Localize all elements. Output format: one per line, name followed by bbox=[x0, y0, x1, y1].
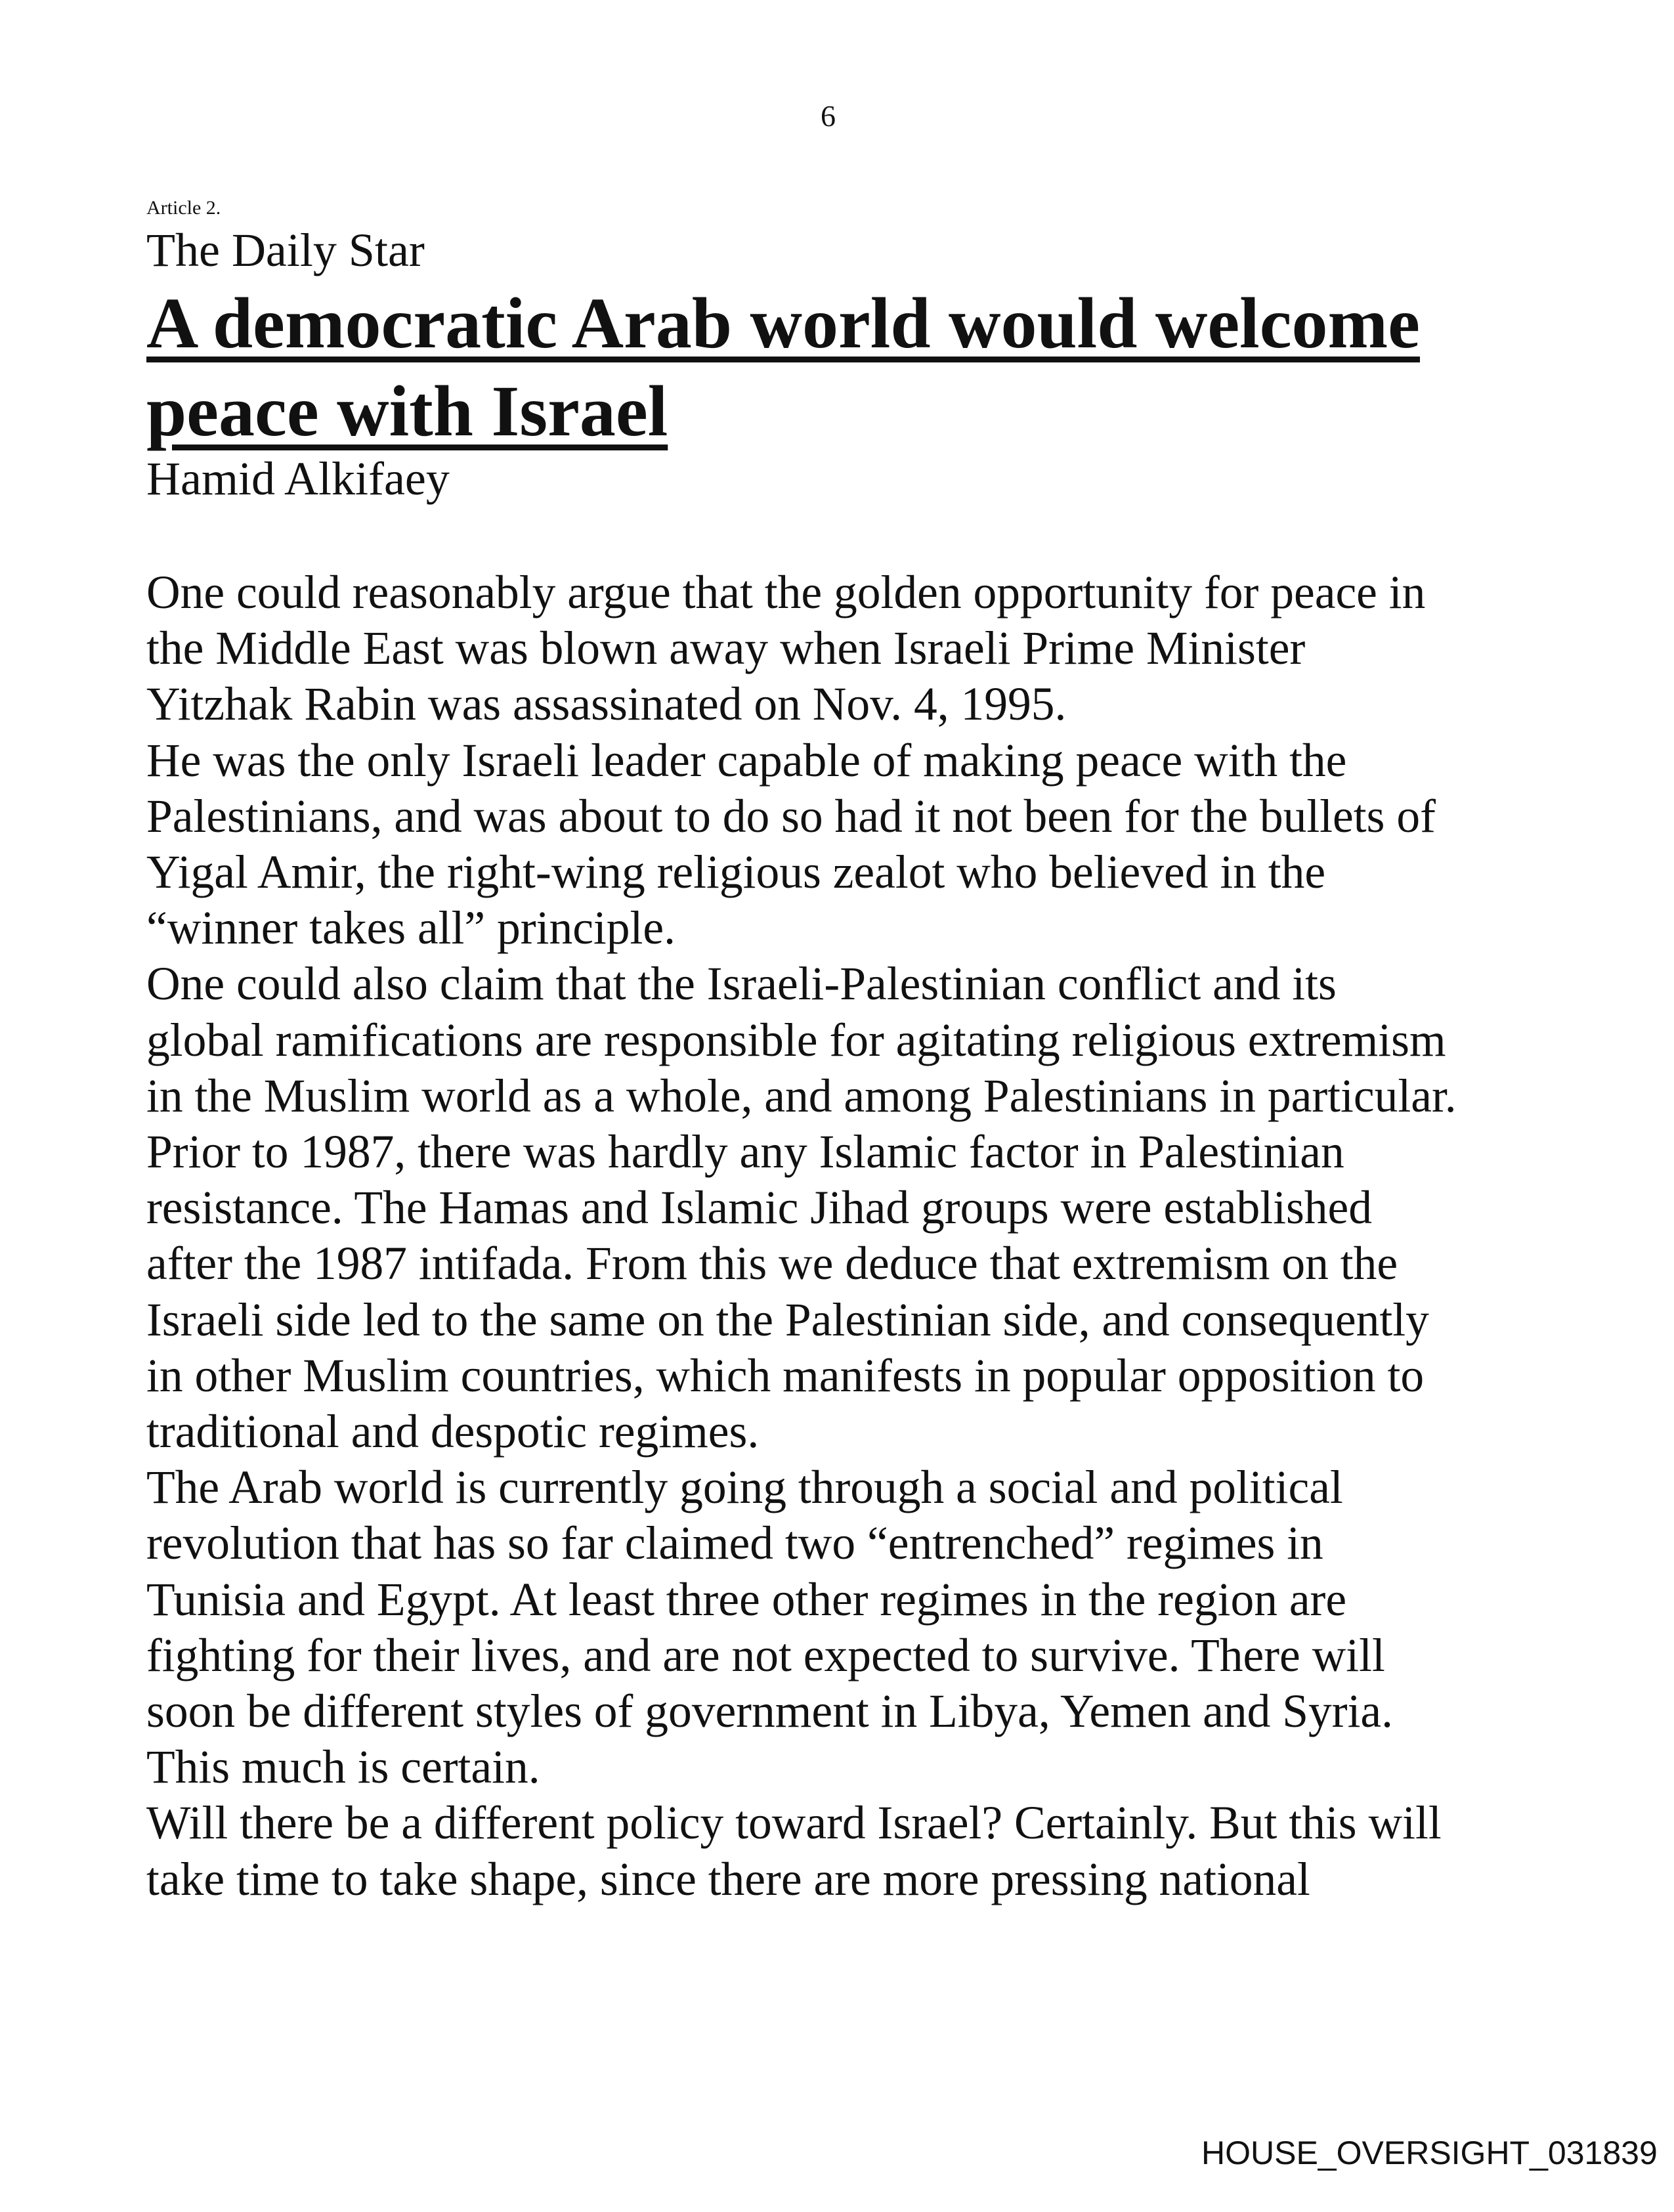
publication-name: The Daily Star bbox=[146, 224, 425, 276]
article-label: Article 2. bbox=[146, 197, 221, 219]
body-line: One could also claim that the Israeli-Palestinian conflict and its bbox=[146, 958, 1337, 1010]
headline-line: A democratic Arab world would welcome bbox=[146, 283, 1420, 363]
body-line: “winner takes all” principle. bbox=[146, 902, 676, 955]
body-line: Israeli side led to the same on the Palestinian side, and consequently bbox=[146, 1293, 1429, 1346]
body-line: the Middle East was blown away when Israeli Prime Minister bbox=[146, 622, 1306, 675]
author-byline: Hamid Alkifaey bbox=[146, 452, 450, 505]
body-line: Palestinians, and was about to do so had it not been for the bullets of bbox=[146, 790, 1436, 842]
body-line: This much is certain. bbox=[146, 1741, 540, 1794]
body-line: He was the only Israeli leader capable of making peace with the bbox=[146, 734, 1347, 787]
body-line: traditional and despotic regimes. bbox=[146, 1406, 760, 1458]
body-line: after the 1987 intifada. From this we deduce that extremism on the bbox=[146, 1238, 1398, 1290]
body-line: soon be different styles of government in Libya, Yemen and Syria. bbox=[146, 1685, 1394, 1738]
body-line: Will there be a different policy toward Israel? Certainly. But this will bbox=[146, 1797, 1442, 1850]
body-line: take time to take shape, since there are more pressing national bbox=[146, 1853, 1310, 1905]
body-line: fighting for their lives, and are not expected to survive. There will bbox=[146, 1629, 1385, 1681]
body-line: One could reasonably argue that the golden opportunity for peace in bbox=[146, 567, 1426, 618]
body-line: in the Muslim world as a whole, and among Palestinians in particular. bbox=[146, 1070, 1457, 1122]
body-line: resistance. The Hamas and Islamic Jihad groups were established bbox=[146, 1182, 1373, 1234]
body-line: global ramifications are responsible for agitating religious extremism bbox=[146, 1014, 1446, 1066]
body-line: Yitzhak Rabin was assassinated on Nov. 4, 1995. bbox=[146, 678, 1067, 731]
body-line: Yigal Amir, the right-wing religious zealot who believed in the bbox=[146, 846, 1326, 899]
headline bbox=[146, 279, 1420, 455]
bates-stamp: HOUSE_OVERSIGHT_031839 bbox=[1201, 2135, 1658, 2171]
body-line: The Arab world is currently going through a social and political bbox=[146, 1462, 1343, 1514]
body-line: Tunisia and Egypt. At least three other regimes in the region are bbox=[146, 1573, 1347, 1626]
headline-line: peace with Israel bbox=[146, 371, 668, 451]
body-line: Prior to 1987, there was hardly any Islamic factor in Palestinian bbox=[146, 1126, 1344, 1179]
page-number: 6 bbox=[821, 99, 836, 133]
body-line: in other Muslim countries, which manifests in popular opposition to bbox=[146, 1349, 1425, 1402]
article-body bbox=[146, 565, 1457, 1907]
body-line: revolution that has so far claimed two “entrenched” regimes in bbox=[146, 1517, 1323, 1570]
